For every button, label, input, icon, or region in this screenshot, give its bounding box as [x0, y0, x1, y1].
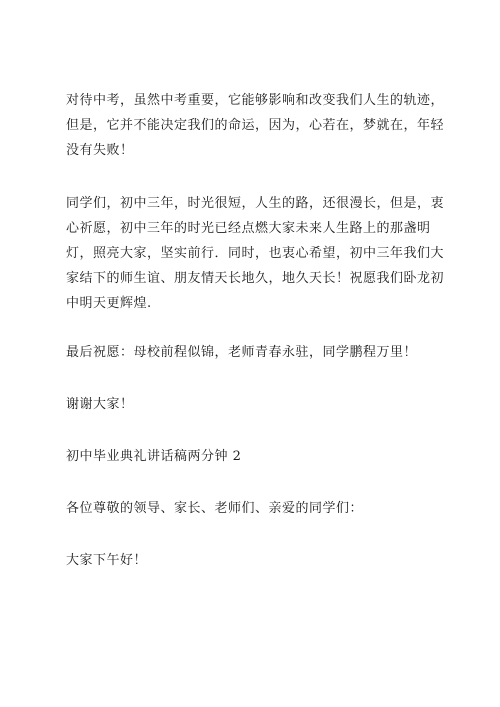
text-line: 家结下的师生谊、朋友情天长地久，地久天长！祝愿我们卧龙初	[66, 271, 445, 286]
paragraph-classmates	[66, 191, 446, 316]
document-body	[66, 88, 446, 600]
section-title: 初中毕业典礼讲话稿两分钟 2	[66, 449, 242, 464]
text-line: 但是，它并不能决定我们的命运，因为，心若在，梦就在，年轻	[66, 118, 445, 133]
salutation: 各位尊敬的领导、家长、老师们、亲爱的同学们：	[66, 501, 364, 516]
thanks-line: 谢谢大家！	[66, 397, 134, 412]
closing-wish: 最后祝愿：母校前程似锦，老师青春永驻，同学鹏程万里！	[66, 345, 418, 360]
greeting: 大家下午好！	[66, 553, 148, 568]
text-line: 中明天更辉煌.	[66, 296, 152, 311]
paragraph-exam	[66, 88, 446, 163]
text-line: 没有失败！	[66, 143, 134, 158]
text-line: 对待中考，虽然中考重要，它能够影响和改变我们人生的轨迹，	[66, 93, 445, 108]
text-line: 心祈愿，初中三年的时光已经点燃大家未来人生路上的那盏明	[66, 221, 431, 236]
text-line: 同学们，初中三年，时光很短，人生的路，还很漫长，但是，衷	[66, 196, 445, 211]
text-line: 灯，照亮大家，坚实前行．同时，也衷心希望，初中三年我们大	[66, 246, 445, 261]
